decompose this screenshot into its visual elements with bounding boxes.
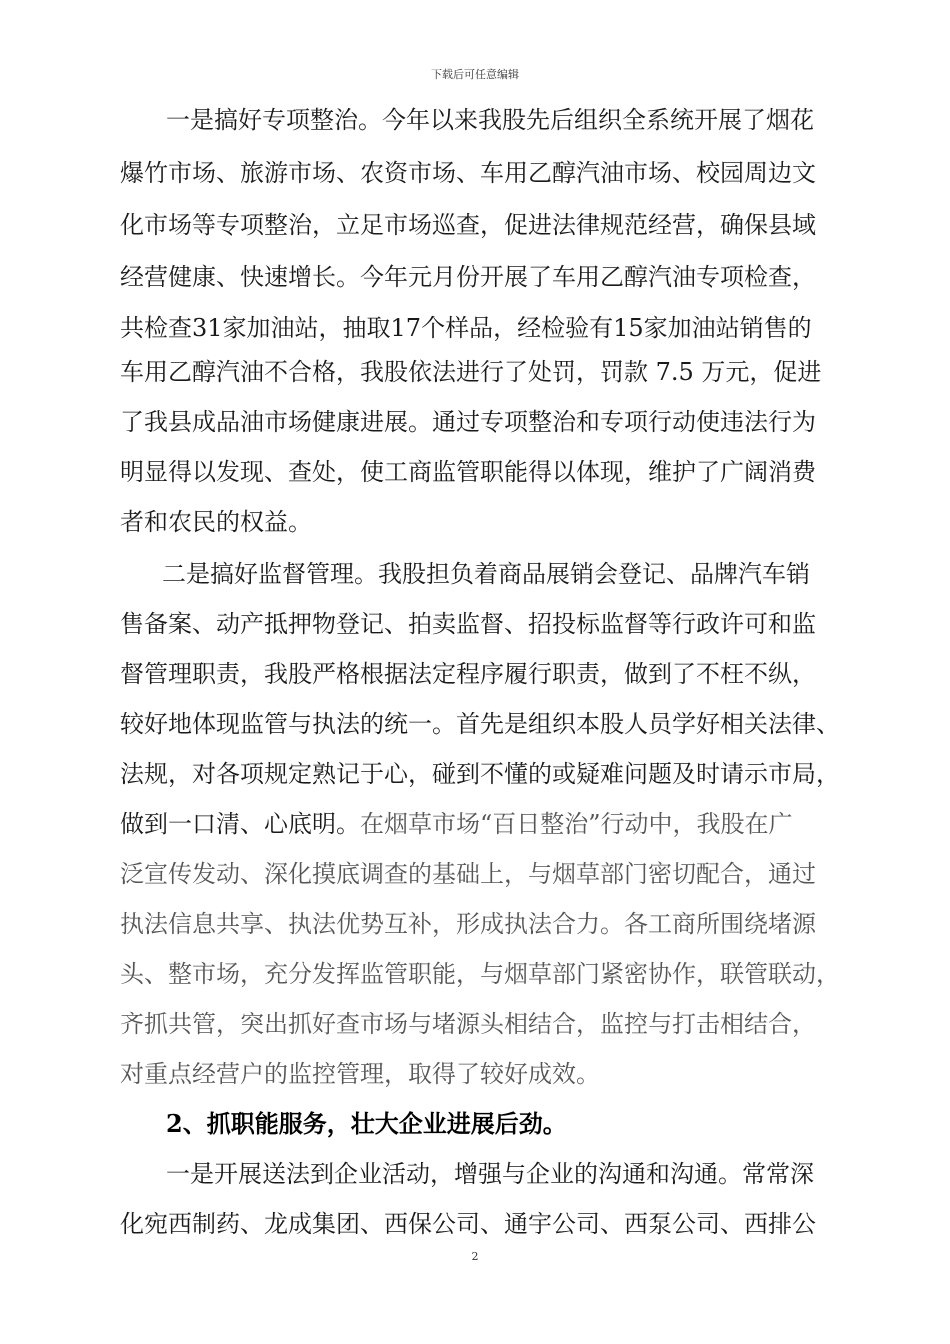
- section-heading: 2、抓职能服务，壮大企业进展后劲。: [166, 1109, 567, 1138]
- page-number: 2: [471, 1250, 479, 1263]
- paragraph-line: 车用乙醇汽油不合格，我股依法进行了处罚，罚款 7.5 万元，促进: [120, 358, 822, 386]
- paragraph-line: [120, 809, 793, 839]
- paragraph-line: 了我县成品油市场健康进展。通过专项整治和专项行动使违法行为: [120, 408, 816, 436]
- paragraph-line: 泛宣传发动、深化摸底调查的基础上，与烟草部门密切配合，通过: [120, 860, 816, 888]
- page-header: 下载后可任意编辑: [431, 68, 519, 81]
- paragraph-line: 督管理职责，我股严格根据法定程序履行职责，做到了不枉不纵，: [120, 660, 816, 688]
- paragraph-line: 二是搞好监督管理。我股担负着商品展销会登记、品牌汽车销: [162, 560, 810, 588]
- paragraph-line: 化市场等专项整治，立足市场巡查，促进法律规范经营，确保县域: [120, 211, 816, 239]
- paragraph-line: 一是搞好专项整治。今年以来我股先后组织全系统开展了烟花: [166, 106, 814, 134]
- paragraph-line: 者和农民的权益。: [120, 508, 312, 536]
- paragraph-line: 一是开展送法到企业活动，增强与企业的沟通和沟通。常常深: [166, 1160, 814, 1188]
- paragraph-line: 法规，对各项规定熟记于心，碰到不懂的或疑难问题及时请示市局，: [120, 760, 840, 788]
- paragraph-line-dark-segment: 做到一口清、心底明。: [120, 810, 360, 838]
- paragraph-line: 较好地体现监管与执法的统一。首先是组织本股人员学好相关法律、: [120, 710, 840, 738]
- paragraph-line-gray-segment: 在烟草市场“百日整治”行动中，我股在广: [360, 810, 793, 838]
- paragraph-line: 齐抓共管，突出抓好查市场与堵源头相结合，监控与打击相结合，: [120, 1010, 816, 1038]
- paragraph-line: 经营健康、快速增长。今年元月份开展了车用乙醇汽油专项检查，: [120, 263, 816, 291]
- paragraph-line: 售备案、动产抵押物登记、拍卖监督、招投标监督等行政许可和监: [120, 610, 816, 638]
- paragraph-line: 化宛西制药、龙成集团、西保公司、通宇公司、西泵公司、西排公: [120, 1210, 816, 1238]
- paragraph-line: 共检查31家加油站，抽取17个样品，经检验有15家加油站销售的: [120, 314, 812, 342]
- paragraph-line: 明显得以发现、查处，使工商监管职能得以体现，维护了广阔消费: [120, 458, 816, 486]
- paragraph-line: 执法信息共享、执法优势互补，形成执法合力。各工商所围绕堵源: [120, 910, 816, 938]
- paragraph-line: 爆竹市场、旅游市场、农资市场、车用乙醇汽油市场、校园周边文: [120, 159, 816, 187]
- paragraph-line: 头、整市场，充分发挥监管职能，与烟草部门紧密协作，联管联动，: [120, 960, 840, 988]
- paragraph-line: 对重点经营户的监控管理，取得了较好成效。: [120, 1060, 600, 1088]
